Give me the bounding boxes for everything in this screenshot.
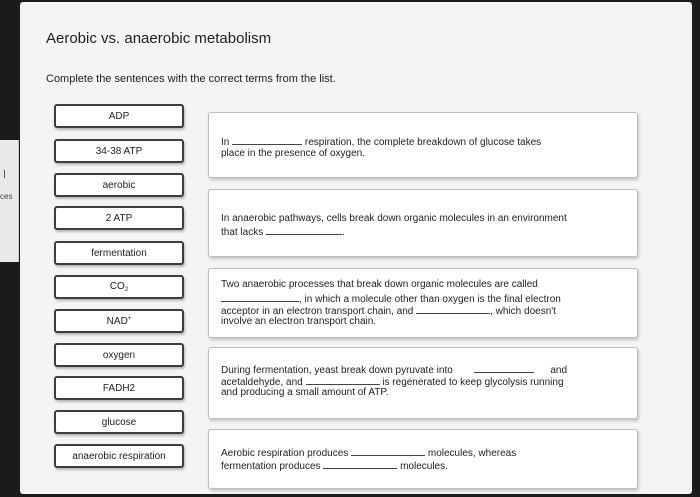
question-5-text-b: molecules, whereas <box>427 448 517 459</box>
question-3-text-a: Two anaerobic processes that break down organic molecules are called <box>221 279 538 290</box>
term-fadh2[interactable] <box>54 376 184 400</box>
term-co2[interactable] <box>54 275 184 299</box>
term-co2-subscript: 2 <box>124 287 129 293</box>
question-5-line-2 <box>221 459 619 473</box>
question-1-box <box>208 112 638 178</box>
question-4-text-a: During fermentation, yeast break down pyruvate into <box>221 365 453 376</box>
term-label: oxygen <box>102 349 136 361</box>
term-34-38-atp[interactable] <box>54 139 184 163</box>
term-label: aerobic <box>102 179 136 191</box>
term-fermentation[interactable] <box>54 241 184 265</box>
question-1-text-c: place in the presence of oxygen. <box>221 148 365 159</box>
term-label: fermentation <box>91 247 147 259</box>
term-label: anaerobic respiration <box>72 450 166 462</box>
question-3-line-1 <box>221 279 619 291</box>
question-3-text-c: acceptor in an electron transport chain, and <box>221 306 414 317</box>
term-glucose[interactable] <box>54 410 184 434</box>
question-4-blank-1[interactable] <box>474 363 534 373</box>
question-3-box <box>208 268 638 338</box>
term-label <box>107 316 132 327</box>
side-panel-tab[interactable] <box>0 140 19 262</box>
side-panel-mark <box>4 170 5 178</box>
side-panel-label: ces <box>0 192 13 201</box>
question-4-text-b: and <box>550 365 568 376</box>
instructions-text: Complete the sentences with the correct terms from the list. <box>46 73 336 85</box>
question-1-text-b: respiration, the complete breakdown of glucose takes <box>304 137 542 148</box>
question-4-text-c: acetaldehyde, and <box>221 377 303 388</box>
question-2-text-b: that lacks <box>221 227 264 238</box>
term-label: ADP <box>108 110 130 122</box>
question-4-text-d: is regenerated to keep glycolysis running <box>382 377 564 388</box>
term-nad-main: NAD <box>106 315 128 327</box>
question-2-text-c: . <box>342 227 345 238</box>
question-3-line-4 <box>221 316 619 328</box>
question-2-line-2 <box>221 225 619 239</box>
term-label: 34-38 ATP <box>95 145 143 157</box>
question-5-line-1 <box>221 446 619 460</box>
question-3-blank-2[interactable] <box>416 304 490 314</box>
term-nad-superscript: + <box>127 315 132 322</box>
term-oxygen[interactable] <box>54 343 184 367</box>
term-2-atp[interactable] <box>54 206 184 230</box>
term-co2-main: CO <box>109 281 125 292</box>
question-1-text-a: In <box>221 137 230 148</box>
question-5-blank-2[interactable] <box>323 459 397 469</box>
term-nad[interactable] <box>54 309 184 333</box>
term-label: FADH2 <box>102 382 136 394</box>
question-2-text-a: In anaerobic pathways, cells break down organic molecules in an environment <box>221 213 567 224</box>
question-5-text-d: molecules. <box>400 461 448 472</box>
question-3-blank-1[interactable] <box>221 292 299 302</box>
term-adp[interactable] <box>54 104 184 128</box>
term-anaerobic-respiration[interactable] <box>54 444 184 468</box>
question-5-text-c: fermentation produces <box>221 461 321 472</box>
question-4-box <box>208 347 638 419</box>
question-3-text-e: involve an electron transport chain. <box>221 316 377 327</box>
term-label: 2 ATP <box>105 212 133 224</box>
question-5-blank-1[interactable] <box>351 446 425 456</box>
term-label <box>110 281 128 293</box>
question-2-blank-1[interactable] <box>266 225 342 235</box>
question-1-line-1 <box>221 135 619 149</box>
question-1-blank-1[interactable] <box>232 135 302 145</box>
question-4-blank-2[interactable] <box>306 375 380 385</box>
page-title: Aerobic vs. anaerobic metabolism <box>46 30 272 47</box>
question-2-box <box>208 189 638 257</box>
question-5-text-a: Aerobic respiration produces <box>221 448 349 459</box>
question-1-line-2 <box>221 148 619 160</box>
question-4-text-e: and producing a small amount of ATP. <box>221 387 389 398</box>
question-5-box <box>208 429 638 489</box>
question-3-text-b: , in which a molecule other than oxygen is the final electron <box>299 294 561 305</box>
term-label: glucose <box>101 416 137 428</box>
term-aerobic[interactable] <box>54 173 184 197</box>
question-4-line-3 <box>221 387 619 399</box>
question-3-text-d: , which doesn't <box>490 306 556 317</box>
question-2-line-1 <box>221 213 619 225</box>
